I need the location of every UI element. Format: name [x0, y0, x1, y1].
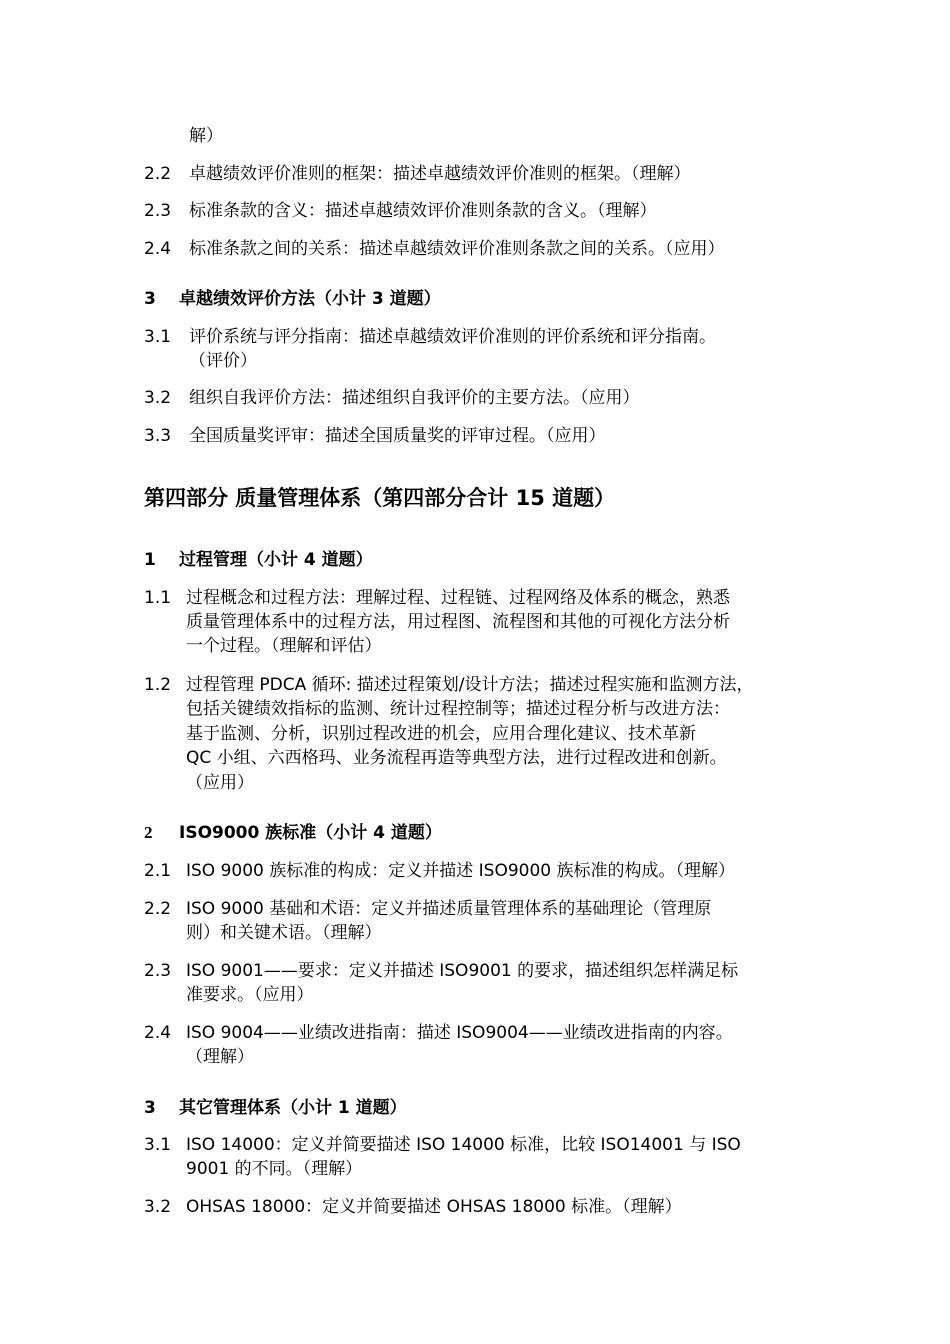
item-text: OHSAS 18000：定义并简要描述 OHSAS 18000 标准。（理解） [186, 1197, 682, 1217]
item-number: 3.3 [144, 426, 172, 446]
item-text-line: （应用） [186, 773, 254, 793]
item-text: 标准条款的含义：描述卓越绩效评价准则条款的含义。（理解） [189, 201, 657, 221]
item-text-line: QC 小组、六西格玛、业务流程再造等典型方法，进行过程改进和创新。 [186, 748, 727, 768]
item-number: 3.1 [144, 1135, 172, 1155]
part-title: 第四部分 质量管理体系（第四部分合计 15 道题） [144, 486, 616, 510]
item-number: 2.2 [144, 899, 172, 919]
item-text-line: 评价系统与评分指南：描述卓越绩效评价准则的评价系统和评分指南。 [189, 327, 716, 347]
item-text-line: 准要求。（应用） [186, 985, 314, 1005]
item-text: 组织自我评价方法：描述组织自我评价的主要方法。（应用） [189, 388, 640, 408]
item-number: 1.2 [144, 675, 172, 695]
section-number: 1 [144, 550, 156, 570]
item-text: 标准条款之间的关系：描述卓越绩效评价准则条款之间的关系。（应用） [189, 239, 725, 259]
continuation-text: 解） [189, 126, 223, 146]
section-number: 2 [144, 823, 153, 842]
item-text-line: 9001 的不同。（理解） [186, 1159, 363, 1179]
item-text: 全国质量奖评审：描述全国质量奖的评审过程。（应用） [189, 426, 606, 446]
item-number: 1.1 [144, 588, 172, 608]
item-text-line: 一个过程。（理解和评估） [186, 636, 382, 656]
item-text-line: （理解） [186, 1047, 254, 1067]
section-title: 其它管理体系（小计 1 道题） [179, 1098, 407, 1118]
item-text-line: ISO 9001——要求：定义并描述 ISO9001 的要求，描述组织怎样满足标 [186, 961, 739, 981]
item-number: 2.4 [144, 239, 172, 259]
item-text-line: 包括关键绩效指标的监测、统计过程控制等；描述过程分析与改进方法： [186, 699, 730, 719]
item-number: 2.3 [144, 201, 172, 221]
item-text: ISO 9000 族标准的构成：定义并描述 ISO9000 族标准的构成。（理解） [186, 861, 736, 881]
item-text-line: 质量管理体系中的过程方法，用过程图、流程图和其他的可视化方法分析 [186, 612, 730, 632]
section-title: 过程管理（小计 4 道题） [179, 550, 373, 570]
item-number: 2.4 [144, 1023, 172, 1043]
item-text-line: ISO 9004——业绩改进指南：描述 ISO9004——业绩改进指南的内容。 [186, 1023, 733, 1043]
item-number: 2.2 [144, 164, 172, 184]
item-text-line: ISO 9000 基础和术语：定义并描述质量管理体系的基础理论（管理原 [186, 899, 712, 919]
section-number: 3 [144, 289, 156, 309]
item-text-line: 过程概念和过程方法：理解过程、过程链、过程网络及体系的概念，熟悉 [186, 588, 730, 608]
item-number: 3.1 [144, 327, 172, 347]
item-text: 卓越绩效评价准则的框架：描述卓越绩效评价准则的框架。（理解） [189, 164, 691, 184]
item-text-line: 过程管理 PDCA 循环: 描述过程策划/设计方法；描述过程实施和监测方法， [186, 675, 754, 695]
item-text-line: （评价） [189, 351, 257, 371]
item-text-line: 基于监测、分析，识别过程改进的机会，应用合理化建议、技术革新 [186, 724, 696, 744]
section-number: 3 [144, 1098, 156, 1118]
item-number: 3.2 [144, 1197, 172, 1217]
item-text-line: 则）和关键术语。（理解） [186, 923, 382, 943]
item-number: 2.3 [144, 961, 172, 981]
item-number: 2.1 [144, 861, 172, 881]
item-text-line: ISO 14000：定义并简要描述 ISO 14000 标准，比较 ISO14001 与 ISO [186, 1135, 741, 1155]
item-number: 3.2 [144, 388, 172, 408]
section-title: ISO9000 族标准（小计 4 道题） [179, 823, 442, 843]
section-title: 卓越绩效评价方法（小计 3 道题） [179, 289, 441, 309]
